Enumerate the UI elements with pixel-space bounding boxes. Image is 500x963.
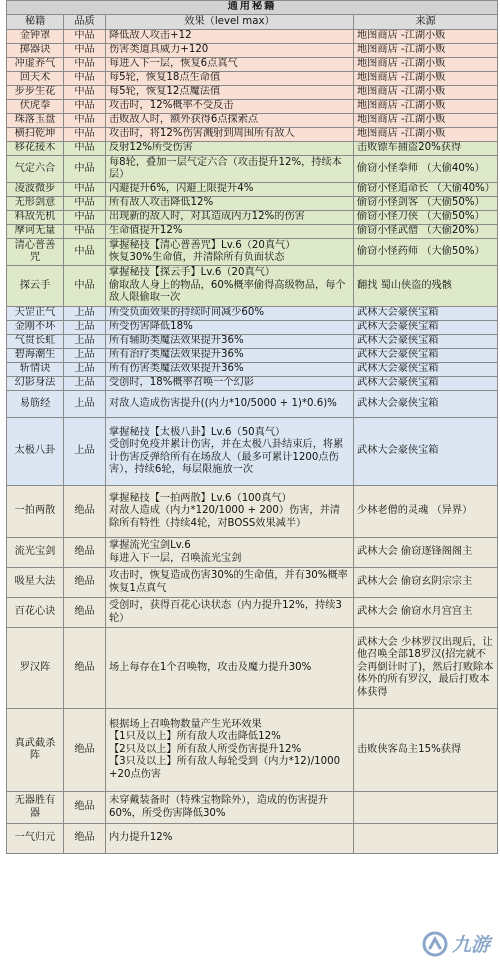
- table-row: [7, 100, 498, 114]
- cell-name: 吸星大法: [7, 568, 64, 598]
- cell-effect: 伤害类道具威力+120: [106, 44, 354, 58]
- cell-source: 武林大会豪侠宝箱: [354, 377, 498, 391]
- cell-quality: 绝品: [64, 824, 106, 854]
- cell-effect: 攻击时，将12%伤害溅射到周围所有敌人: [106, 128, 354, 142]
- cell-effect: 掌握秘技【清心普善咒】Lv.6（20真气） 恢复30%生命值，并清除所有负面状态: [106, 239, 354, 266]
- cell-quality: 中品: [64, 128, 106, 142]
- table-row: [7, 321, 498, 335]
- manual-table: [6, 0, 498, 854]
- cell-source: 武林大会豪侠宝箱: [354, 363, 498, 377]
- cell-effect: 每5轮，恢复12点魔法值: [106, 86, 354, 100]
- table-row: [7, 824, 498, 854]
- cell-source: 武林大会 偷窃水月宫宫主: [354, 598, 498, 628]
- cell-name: 无器胜有器: [7, 792, 64, 824]
- cell-source: 偷窃小怪拳师 （大偷40%）: [354, 156, 498, 183]
- cell-effect: 掌握秘技【探云手】Lv.6（20真气） 偷取敌人身上的物品，60%概率偷得高级物品，每个敌人限偷取一次: [106, 266, 354, 307]
- cell-name: 真武截杀阵: [7, 709, 64, 792]
- cell-effect: 受创时，18%概率召唤一个幻影: [106, 377, 354, 391]
- cell-name: 冲虚养气: [7, 58, 64, 72]
- cell-source: 偷窃小怪刀侠 （大偷50%）: [354, 211, 498, 225]
- cell-effect: 每5轮，恢复18点生命值: [106, 72, 354, 86]
- header-effect: 效果（level max）: [106, 15, 354, 30]
- cell-source: 地图商店 -江湖小贩: [354, 58, 498, 72]
- cell-effect: 每8轮，叠加一层气定六合（攻击提升12%，持续本层）: [106, 156, 354, 183]
- cell-effect: 所有治疗类魔法效果提升36%: [106, 349, 354, 363]
- cell-name: 探云手: [7, 266, 64, 307]
- table-row: [7, 377, 498, 391]
- cell-source: 击败镖车捕盗20%获得: [354, 142, 498, 156]
- cell-source: 武林大会豪侠宝箱: [354, 307, 498, 321]
- table-row: [7, 58, 498, 72]
- cell-quality: 中品: [64, 86, 106, 100]
- cell-effect: 降低敌人攻击+12: [106, 30, 354, 44]
- cell-effect: 生命值提升12%: [106, 225, 354, 239]
- cell-source: 地图商店 -江湖小贩: [354, 128, 498, 142]
- cell-quality: 上品: [64, 391, 106, 418]
- cell-quality: 上品: [64, 377, 106, 391]
- cell-quality: 中品: [64, 266, 106, 307]
- cell-name: 流光宝剑: [7, 538, 64, 568]
- table-row: [7, 598, 498, 628]
- cell-name: 清心普善咒: [7, 239, 64, 266]
- cell-effect: 所受伤害降低18%: [106, 321, 354, 335]
- table-row: [7, 142, 498, 156]
- cell-name: 伏虎拳: [7, 100, 64, 114]
- cell-source: 武林大会 偷窃玄阴宗宗主: [354, 568, 498, 598]
- cell-effect: 反射12%所受伤害: [106, 142, 354, 156]
- cell-effect: 掌握秘技【一拍两散】Lv.6（100真气） 对敌人造成（内力*120/1000 + 200）伤害，并清除所有特性（持续4轮，对BOSS效果减半）: [106, 486, 354, 538]
- cell-quality: 绝品: [64, 598, 106, 628]
- table-row: [7, 197, 498, 211]
- cell-source: 武林大会豪侠宝箱: [354, 418, 498, 486]
- table-row: [7, 156, 498, 183]
- table-row: [7, 225, 498, 239]
- cell-quality: 中品: [64, 197, 106, 211]
- table-row: [7, 349, 498, 363]
- table-row: [7, 114, 498, 128]
- cell-effect: 掌握流光宝剑Lv.6 每进入下一层，召唤流光宝剑: [106, 538, 354, 568]
- table-title: 通用秘籍: [7, 1, 498, 15]
- cell-quality: 中品: [64, 30, 106, 44]
- cell-effect: 出现新的敌人时，对其造成内力12%的伤害: [106, 211, 354, 225]
- cell-name: 无形剑意: [7, 197, 64, 211]
- cell-quality: 中品: [64, 44, 106, 58]
- cell-quality: 中品: [64, 72, 106, 86]
- cell-quality: 上品: [64, 418, 106, 486]
- cell-source: 地图商店 -江湖小贩: [354, 114, 498, 128]
- table-row: [7, 128, 498, 142]
- watermark: [422, 930, 490, 957]
- cell-source: [354, 792, 498, 824]
- cell-source: 武林大会豪侠宝箱: [354, 335, 498, 349]
- cell-source: 武林大会 少林罗汉出现后，让他召唤全部18罗汉(招完就不会再倒计时了)，然后打败除本体外的所有罗汉，最后打败本体获得: [354, 628, 498, 709]
- cell-name: 凌波微步: [7, 183, 64, 197]
- table-row: [7, 418, 498, 486]
- cell-name: 横扫乾坤: [7, 128, 64, 142]
- cell-source: 翻找 蜀山侠盗的残骸: [354, 266, 498, 307]
- cell-name: 天罡正气: [7, 307, 64, 321]
- cell-name: 易筋经: [7, 391, 64, 418]
- table-row: [7, 44, 498, 58]
- cell-quality: 中品: [64, 183, 106, 197]
- cell-source: 武林大会 偷窃逐锋阁阁主: [354, 538, 498, 568]
- cell-source: 地图商店 -江湖小贩: [354, 30, 498, 44]
- cell-quality: 上品: [64, 349, 106, 363]
- cell-name: 金刚不坏: [7, 321, 64, 335]
- cell-effect: 攻击时，12%概率不受反击: [106, 100, 354, 114]
- cell-effect: 击败敌人时，额外获得6点探索点: [106, 114, 354, 128]
- cell-quality: 绝品: [64, 792, 106, 824]
- cell-source: 击败侠客岛主15%获得: [354, 709, 498, 792]
- cell-effect: 场上每存在1个召唤物，攻击及魔力提升30%: [106, 628, 354, 709]
- cell-source: 偷窃小怪武僧 （大偷20%）: [354, 225, 498, 239]
- cell-name: 掷器诀: [7, 44, 64, 58]
- watermark-text: 九游: [451, 934, 490, 956]
- cell-name: 太极八卦: [7, 418, 64, 486]
- cell-quality: 绝品: [64, 628, 106, 709]
- cell-name: 移花接木: [7, 142, 64, 156]
- table-row: [7, 183, 498, 197]
- table-row: [7, 628, 498, 709]
- cell-source: 地图商店 -江湖小贩: [354, 44, 498, 58]
- cell-name: 珠落玉盘: [7, 114, 64, 128]
- jiuyou-logo-icon: [422, 931, 448, 957]
- cell-effect: 受创时，获得百花心诀状态（内力提升12%，持续3轮）: [106, 598, 354, 628]
- cell-effect: 未穿戴装备时（特殊宝物除外），造成的伤害提升60%，所受伤害降低30%: [106, 792, 354, 824]
- cell-quality: 上品: [64, 363, 106, 377]
- table-row: [7, 266, 498, 307]
- table-row: [7, 709, 498, 792]
- cell-name: 回天术: [7, 72, 64, 86]
- cell-quality: 中品: [64, 114, 106, 128]
- cell-quality: 中品: [64, 225, 106, 239]
- cell-source: 偷窃小怪剑客 （大偷50%）: [354, 197, 498, 211]
- cell-effect: 所有伤害类魔法效果提升36%: [106, 363, 354, 377]
- cell-name: 一气归元: [7, 824, 64, 854]
- cell-quality: 中品: [64, 239, 106, 266]
- cell-name: 摩诃无量: [7, 225, 64, 239]
- cell-quality: 绝品: [64, 538, 106, 568]
- cell-source: 地图商店 -江湖小贩: [354, 86, 498, 100]
- cell-quality: 中品: [64, 58, 106, 72]
- table-row: [7, 30, 498, 44]
- cell-name: 一拍两散: [7, 486, 64, 538]
- cell-quality: 中品: [64, 211, 106, 225]
- table-body: [7, 30, 498, 854]
- table-row: [7, 391, 498, 418]
- header-source: 来源: [354, 15, 498, 30]
- header-quality: 品质: [64, 15, 106, 30]
- cell-quality: 中品: [64, 156, 106, 183]
- cell-name: 气贯长虹: [7, 335, 64, 349]
- table-row: [7, 538, 498, 568]
- cell-quality: 绝品: [64, 568, 106, 598]
- table-row: [7, 86, 498, 100]
- cell-source: 地图商店 -江湖小贩: [354, 72, 498, 86]
- cell-effect: 内力提升12%: [106, 824, 354, 854]
- cell-name: 料敌先机: [7, 211, 64, 225]
- cell-source: 武林大会豪侠宝箱: [354, 391, 498, 418]
- table-row: [7, 792, 498, 824]
- cell-quality: 上品: [64, 321, 106, 335]
- cell-quality: 绝品: [64, 709, 106, 792]
- table-row: [7, 307, 498, 321]
- cell-quality: 上品: [64, 307, 106, 321]
- cell-effect: 所受负面效果的持续时间减少60%: [106, 307, 354, 321]
- cell-source: 武林大会豪侠宝箱: [354, 321, 498, 335]
- cell-effect: 掌握秘技【太极八卦】Lv.6（50真气） 受创时免疫并累计伤害，并在太极八卦结束后，将累计伤害反弹给所有在场敌人（最多可累计1200点伤害），持续6轮，每层限施放一次: [106, 418, 354, 486]
- cell-source: [354, 824, 498, 854]
- cell-effect: 每进入下一层，恢复6点真气: [106, 58, 354, 72]
- table-row: [7, 486, 498, 538]
- cell-quality: 绝品: [64, 486, 106, 538]
- cell-effect: 闪避提升6%，闪避上限提升4%: [106, 183, 354, 197]
- table-row: [7, 211, 498, 225]
- cell-name: 碧海潮生: [7, 349, 64, 363]
- table-row: [7, 335, 498, 349]
- cell-source: 少林老僧的灵魂 （异界）: [354, 486, 498, 538]
- cell-quality: 中品: [64, 142, 106, 156]
- cell-quality: 中品: [64, 100, 106, 114]
- cell-source: 地图商店 -江湖小贩: [354, 100, 498, 114]
- cell-name: 步步生花: [7, 86, 64, 100]
- cell-name: 斩情诀: [7, 363, 64, 377]
- cell-name: 幻影身法: [7, 377, 64, 391]
- cell-effect: 根据场上召唤物数量产生光环效果 【1只及以上】所有敌人攻击降低12% 【2只及以上】所有敌人所受伤害提升12% 【3只及以上】所有敌人每轮受到（内力*12)/1000 +20点伤害: [106, 709, 354, 792]
- cell-name: 金钟罩: [7, 30, 64, 44]
- table-row: [7, 568, 498, 598]
- cell-effect: 所有敌人攻击降低12%: [106, 197, 354, 211]
- cell-source: 武林大会豪侠宝箱: [354, 349, 498, 363]
- table-row: [7, 72, 498, 86]
- table-row: [7, 239, 498, 266]
- cell-source: 偷窃小怪追命长 （大偷40%）: [354, 183, 498, 197]
- cell-name: 气定六合: [7, 156, 64, 183]
- table-row: [7, 363, 498, 377]
- cell-effect: 所有辅助类魔法效果提升36%: [106, 335, 354, 349]
- cell-name: 罗汉阵: [7, 628, 64, 709]
- header-name: 秘籍: [7, 15, 64, 30]
- cell-quality: 上品: [64, 335, 106, 349]
- cell-source: 偷窃小怪药师 （大偷50%）: [354, 239, 498, 266]
- cell-name: 百花心诀: [7, 598, 64, 628]
- cell-effect: 攻击时，恢复造成伤害30%的生命值，并有30%概率恢复1点真气: [106, 568, 354, 598]
- cell-effect: 对敌人造成伤害提升((内力*10/5000 + 1)*0.6)%: [106, 391, 354, 418]
